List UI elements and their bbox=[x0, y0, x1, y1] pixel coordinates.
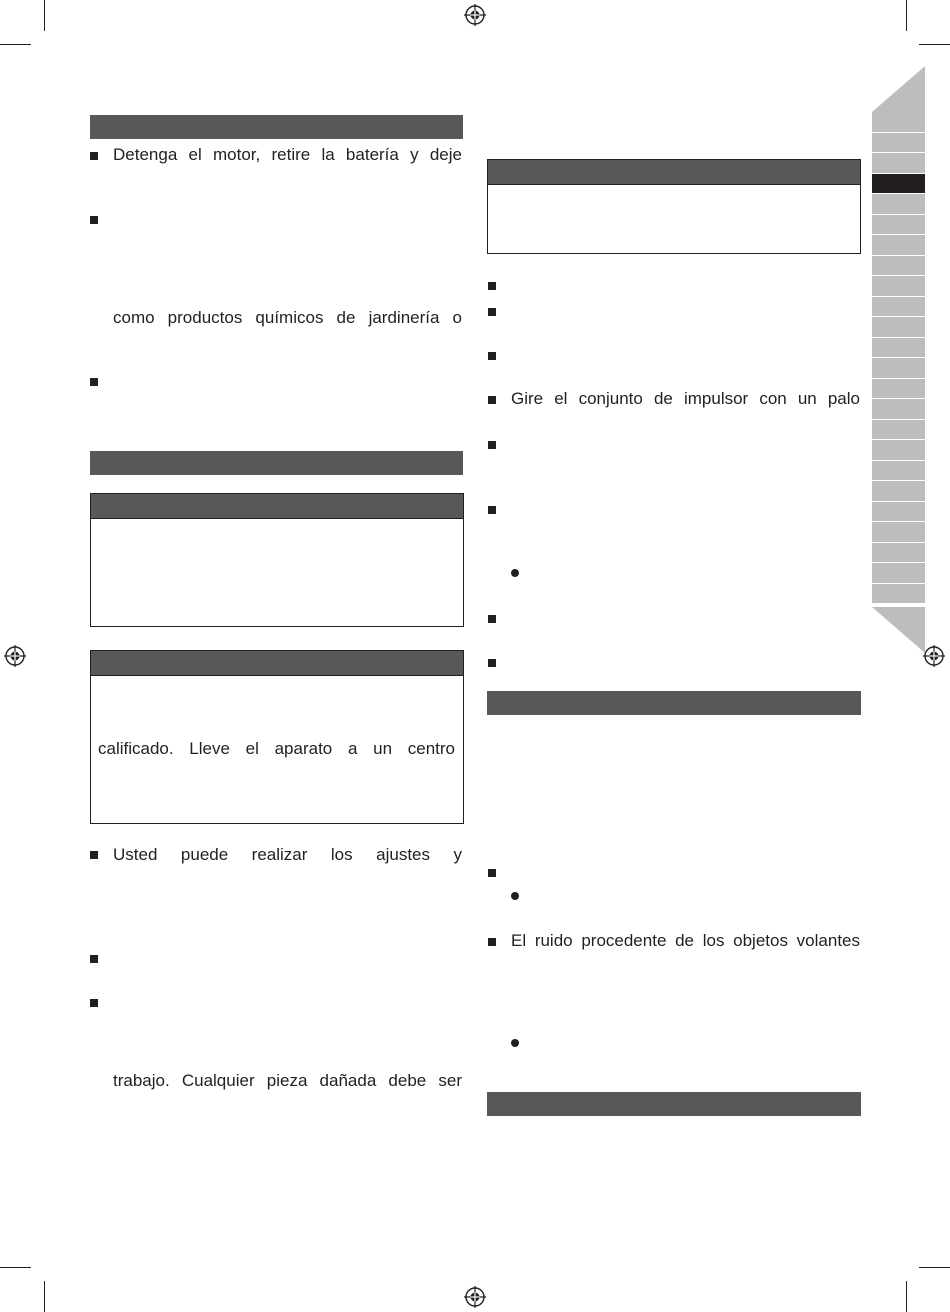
crop-mark bbox=[44, 0, 45, 31]
square-bullet bbox=[488, 282, 496, 290]
language-tab bbox=[872, 153, 925, 174]
registration-mark-icon bbox=[923, 645, 945, 667]
crop-mark bbox=[0, 44, 31, 45]
language-tab bbox=[872, 399, 925, 420]
justified-text: como productos químicos de jardinería o bbox=[113, 308, 462, 327]
crop-mark bbox=[44, 1281, 45, 1312]
language-tab bbox=[872, 584, 925, 605]
crop-mark bbox=[906, 0, 907, 31]
tab-strip-top-cap bbox=[872, 66, 925, 112]
crop-mark bbox=[919, 1267, 950, 1268]
language-tab bbox=[872, 420, 925, 441]
registration-mark-icon bbox=[464, 4, 486, 26]
square-bullet bbox=[488, 352, 496, 360]
square-bullet bbox=[488, 659, 496, 667]
warning-text-line bbox=[98, 739, 455, 759]
language-tab bbox=[872, 358, 925, 379]
square-bullet bbox=[90, 152, 98, 160]
language-tab bbox=[872, 502, 925, 523]
paragraph-line bbox=[511, 389, 860, 409]
paragraph-line bbox=[511, 931, 860, 951]
justified-text: Gire el conjunto de impulsor con un palo bbox=[511, 389, 860, 408]
justified-text: El ruido procedente de los objetos volantes bbox=[511, 931, 860, 950]
language-tab bbox=[872, 297, 925, 318]
square-bullet bbox=[488, 396, 496, 404]
warning-box bbox=[90, 493, 464, 627]
round-bullet bbox=[511, 1039, 519, 1047]
section-header-bar bbox=[90, 115, 463, 139]
language-tab bbox=[872, 317, 925, 338]
language-tab bbox=[872, 215, 925, 236]
crop-mark bbox=[906, 1281, 907, 1312]
paragraph-line bbox=[113, 145, 462, 165]
warning-header bbox=[91, 494, 463, 519]
language-tab bbox=[872, 235, 925, 256]
language-tab bbox=[872, 338, 925, 359]
crop-mark bbox=[919, 44, 950, 45]
square-bullet bbox=[488, 441, 496, 449]
square-bullet bbox=[488, 615, 496, 623]
square-bullet bbox=[488, 869, 496, 877]
language-tab bbox=[872, 133, 925, 154]
square-bullet bbox=[488, 308, 496, 316]
language-tab bbox=[872, 481, 925, 502]
section-header-bar bbox=[487, 1092, 861, 1116]
language-tab bbox=[872, 461, 925, 482]
square-bullet bbox=[90, 955, 98, 963]
crop-mark bbox=[0, 1267, 31, 1268]
paragraph-line bbox=[113, 1071, 462, 1091]
warning-box bbox=[487, 159, 861, 254]
language-tab bbox=[872, 379, 925, 400]
language-tab bbox=[872, 543, 925, 564]
language-tab bbox=[872, 194, 925, 215]
registration-mark-icon bbox=[464, 1286, 486, 1308]
section-header-bar bbox=[487, 691, 861, 715]
language-tab bbox=[872, 112, 925, 133]
section-header-bar bbox=[90, 451, 463, 475]
justified-text: calificado. Lleve el aparato a un centro bbox=[98, 739, 455, 758]
language-tab bbox=[872, 563, 925, 584]
paragraph-line bbox=[113, 308, 462, 328]
square-bullet bbox=[488, 506, 496, 514]
justified-text: trabajo. Cualquier pieza dañada debe ser bbox=[113, 1071, 462, 1090]
round-bullet bbox=[511, 892, 519, 900]
tab-strip-bottom-cap bbox=[872, 607, 925, 653]
round-bullet bbox=[511, 569, 519, 577]
justified-text: Detenga el motor, retire la batería y deje bbox=[113, 145, 462, 164]
language-tab-strip bbox=[872, 112, 925, 604]
justified-text: Usted puede realizar los ajustes y bbox=[113, 845, 462, 864]
square-bullet bbox=[90, 851, 98, 859]
language-tab-active bbox=[872, 174, 925, 195]
square-bullet bbox=[488, 938, 496, 946]
language-tab bbox=[872, 256, 925, 277]
warning-box bbox=[90, 650, 464, 824]
registration-mark-icon bbox=[4, 645, 26, 667]
language-tab bbox=[872, 276, 925, 297]
language-tab bbox=[872, 522, 925, 543]
square-bullet bbox=[90, 999, 98, 1007]
warning-header bbox=[488, 160, 860, 185]
warning-header bbox=[91, 651, 463, 676]
square-bullet bbox=[90, 216, 98, 224]
language-tab bbox=[872, 440, 925, 461]
square-bullet bbox=[90, 378, 98, 386]
paragraph-line bbox=[113, 845, 462, 865]
